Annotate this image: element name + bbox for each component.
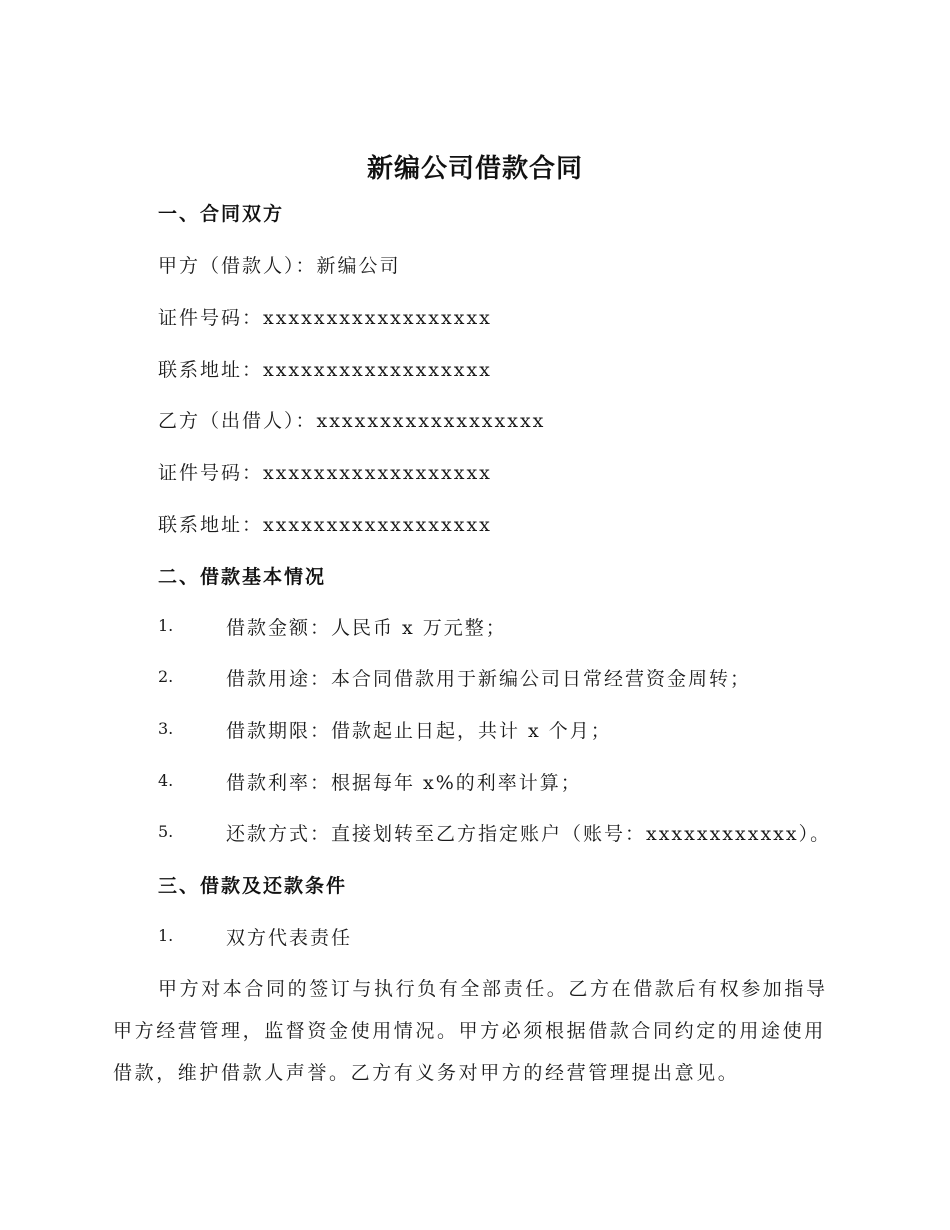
party-a-name: 甲方（借款人）：新编公司 — [158, 255, 401, 277]
paragraph-line: 甲方经营管理，监督资金使用情况。甲方必须根据借款合同约定的用途使用 — [113, 1020, 826, 1042]
loan-term-item: 借款期限：借款起止日起，共计 x 个月； — [226, 720, 612, 742]
list-item-number: 4. — [158, 771, 174, 790]
list-item-number: 3. — [158, 719, 174, 738]
section-heading-parties: 一、合同双方 — [158, 203, 285, 225]
list-item-number: 5. — [158, 822, 174, 841]
loan-interest-item: 借款利率：根据每年 x%的利率计算； — [226, 772, 582, 794]
section-heading-loan-basics: 二、借款基本情况 — [158, 566, 327, 588]
party-a-id-number: 证件号码：xxxxxxxxxxxxxxxxxx — [158, 307, 492, 329]
loan-purpose-item: 借款用途：本合同借款用于新编公司日常经营资金周转； — [226, 668, 752, 690]
list-item-number: 1. — [158, 926, 174, 945]
party-b-id-number: 证件号码：xxxxxxxxxxxxxxxxxx — [158, 462, 492, 484]
party-a-address: 联系地址：xxxxxxxxxxxxxxxxxx — [158, 359, 492, 381]
list-item-number: 1. — [158, 616, 174, 635]
loan-amount-item: 借款金额：人民币 x 万元整； — [226, 617, 507, 639]
section-heading-loan-conditions: 三、借款及还款条件 — [158, 875, 348, 897]
party-b-address: 联系地址：xxxxxxxxxxxxxxxxxx — [158, 514, 492, 536]
repayment-method-item: 还款方式：直接划转至乙方指定账户（账号：xxxxxxxxxxxx）。 — [226, 823, 832, 845]
list-item-number: 2. — [158, 667, 174, 686]
party-b-name: 乙方（出借人）：xxxxxxxxxxxxxxxxxx — [158, 410, 546, 432]
paragraph-line: 借款，维护借款人声誉。乙方有义务对甲方的经营管理提出意见。 — [113, 1062, 740, 1084]
document-title: 新编公司借款合同 — [366, 154, 583, 184]
paragraph-line: 甲方对本合同的签订与执行负有全部责任。乙方在借款后有权参加指导 — [158, 978, 828, 1000]
responsibility-item: 双方代表责任 — [226, 927, 353, 949]
